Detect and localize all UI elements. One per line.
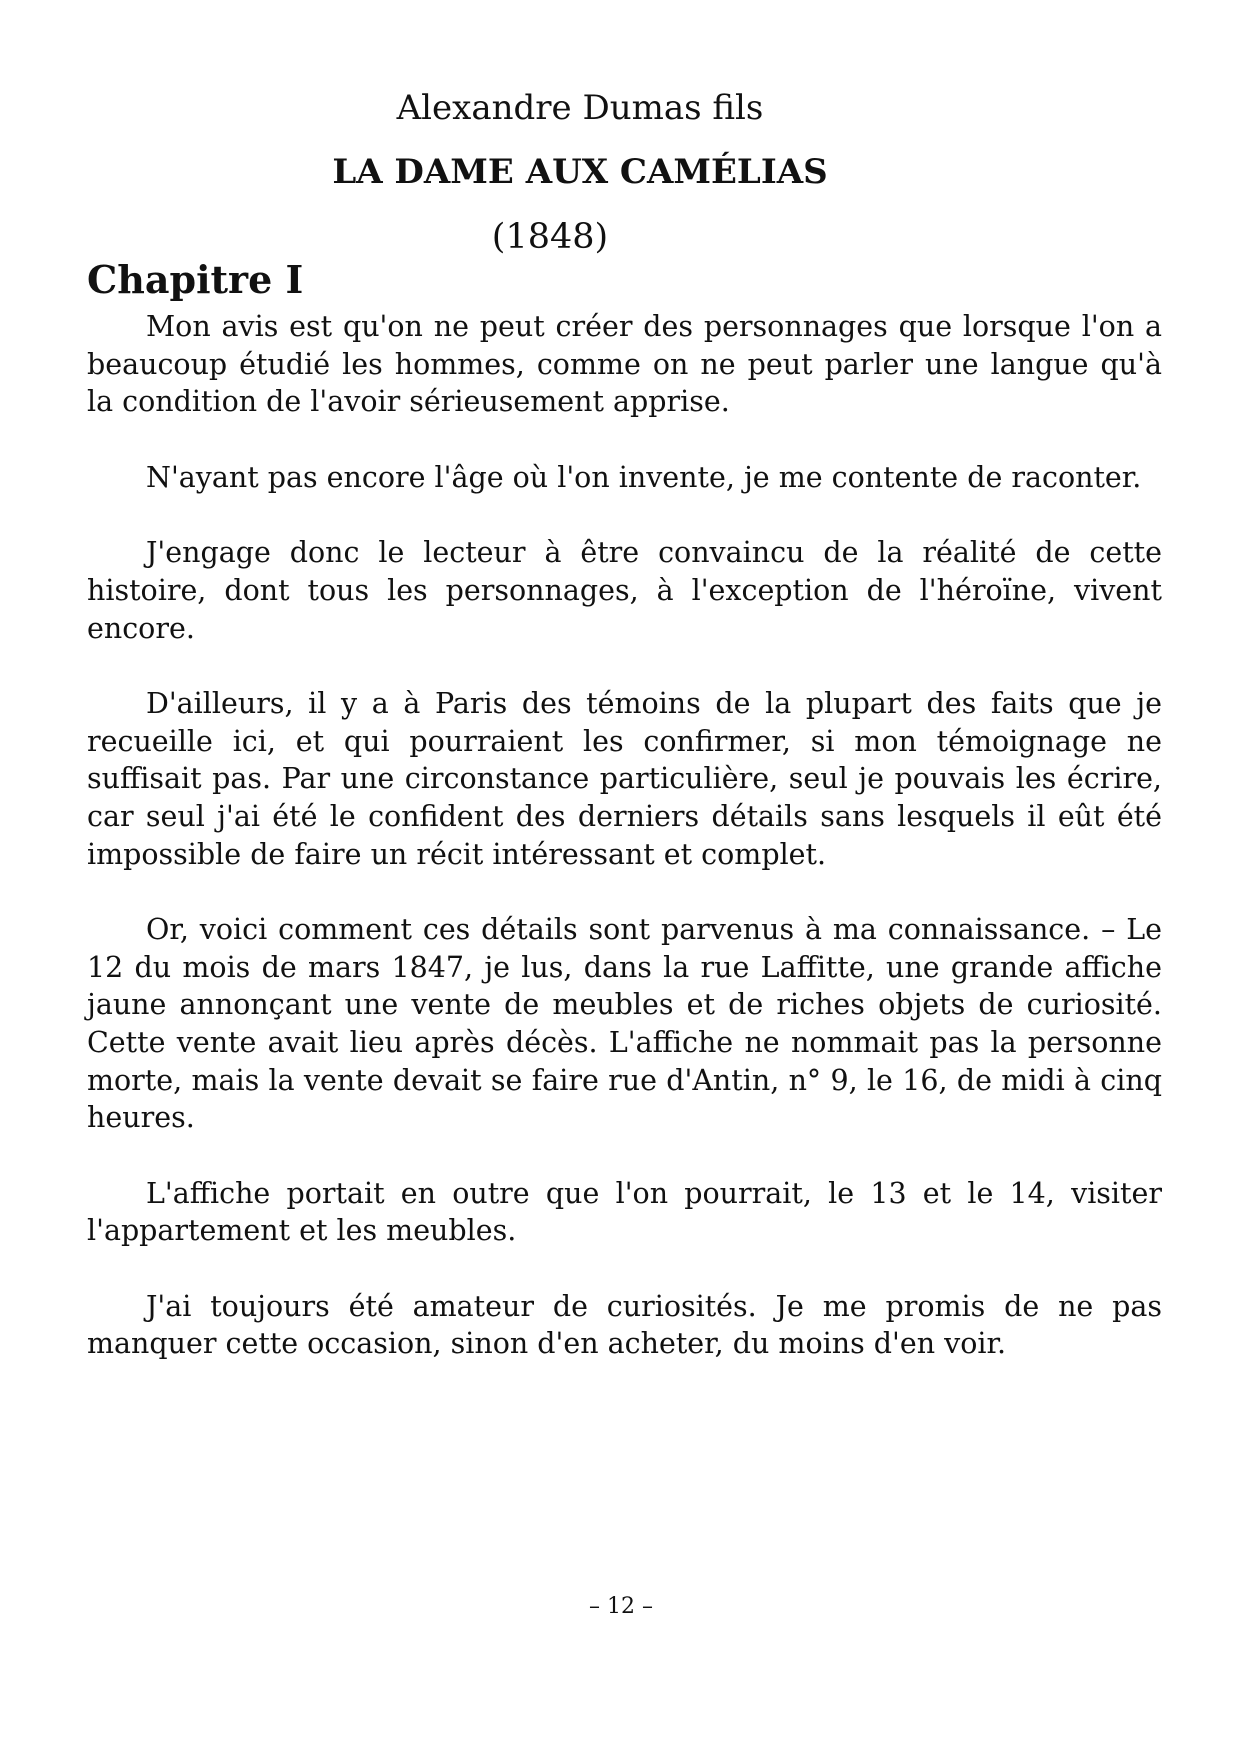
paragraph: Mon avis est qu'on ne peut créer des personnages que lorsque l'on a beaucoup étudié les hommes, comme on ne peut parler une langue qu'à la condition de l'avoir sérieusement apprise. — [87, 310, 1162, 419]
paragraph: L'affiche portait en outre que l'on pourrait, le 13 et le 14, visiter l'appartement et les meubles. — [87, 1176, 1162, 1248]
paragraph: D'ailleurs, il y a à Paris des témoins de la plupart des faits que je recueille ici, et qui pourraient les confirmer, si mon témoignage ne suffisait pas. Par une circonstance particulière, seul je pouvais les écrire, car seul j'ai été le confident des derniers détails sans lesquels il eût été impossible de faire un récit intéressant et complet. — [87, 687, 1162, 871]
paragraph: J'engage donc le lecteur à être convaincu de la réalité de cette histoire, dont tous les personnages, à l'exception de l'héroïne, vivent encore. — [87, 536, 1162, 645]
paragraph: J'ai toujours été amateur de curiosités. Je me promis de ne pas manquer cette occasion, sinon d'en acheter, du moins d'en voir. — [87, 1289, 1162, 1361]
publication-year: (1848) — [491, 217, 609, 257]
paragraph: Or, voici comment ces détails sont parvenus à ma connaissance. – Le 12 du mois de mars 1847, je lus, dans la rue Laffitte, une grande affiche jaune annonçant une vente de meubles et de riches objets de curiosité. Cette vente avait lieu après décès. L'affiche ne nommait pas la personne morte, mais la vente devait se faire rue d'Antin, n° 9, le 16, de midi à cinq heures. — [87, 913, 1162, 1135]
author-name: Alexandre Dumas fils — [396, 88, 764, 128]
paragraph: N'ayant pas encore l'âge où l'on invente, je me contente de raconter. — [146, 460, 1142, 494]
page-number: – 12 – — [589, 1594, 653, 1619]
book-title: LA DAME AUX CAMÉLIAS — [332, 152, 828, 192]
chapter-heading: Chapitre I — [87, 257, 304, 302]
chapter-body — [87, 308, 1162, 1401]
